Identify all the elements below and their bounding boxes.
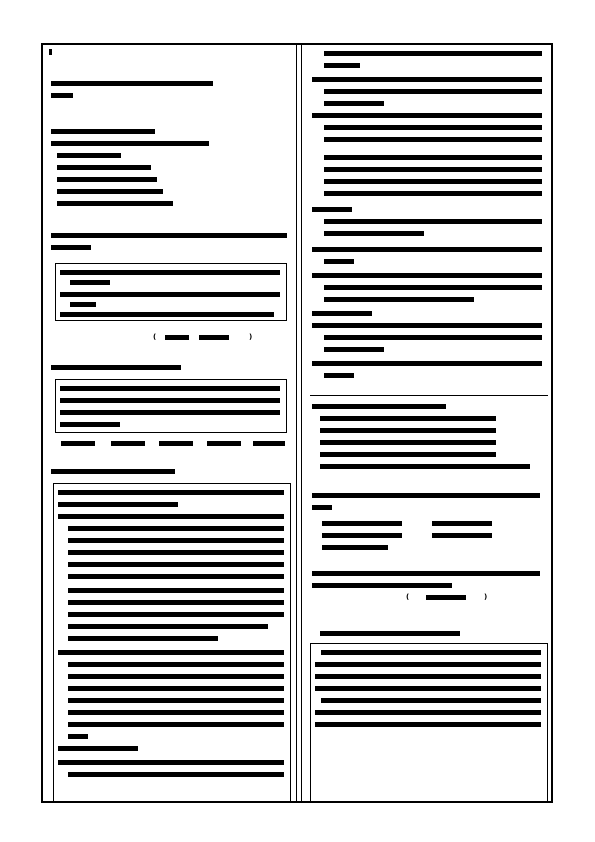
column-divider: [296, 45, 302, 801]
reading-box: [310, 643, 548, 801]
question-block: [310, 395, 548, 400]
bracket-open: (: [153, 333, 157, 341]
bracket-close: ): [484, 593, 488, 601]
passage-box: [55, 379, 287, 433]
reading-box: [53, 483, 291, 801]
bracket-open: (: [406, 593, 410, 601]
options-box: [55, 263, 287, 321]
left-column: [49, 45, 291, 801]
page-frame: [41, 43, 553, 803]
right-column: [310, 45, 548, 801]
bracket-close: ): [249, 333, 253, 341]
